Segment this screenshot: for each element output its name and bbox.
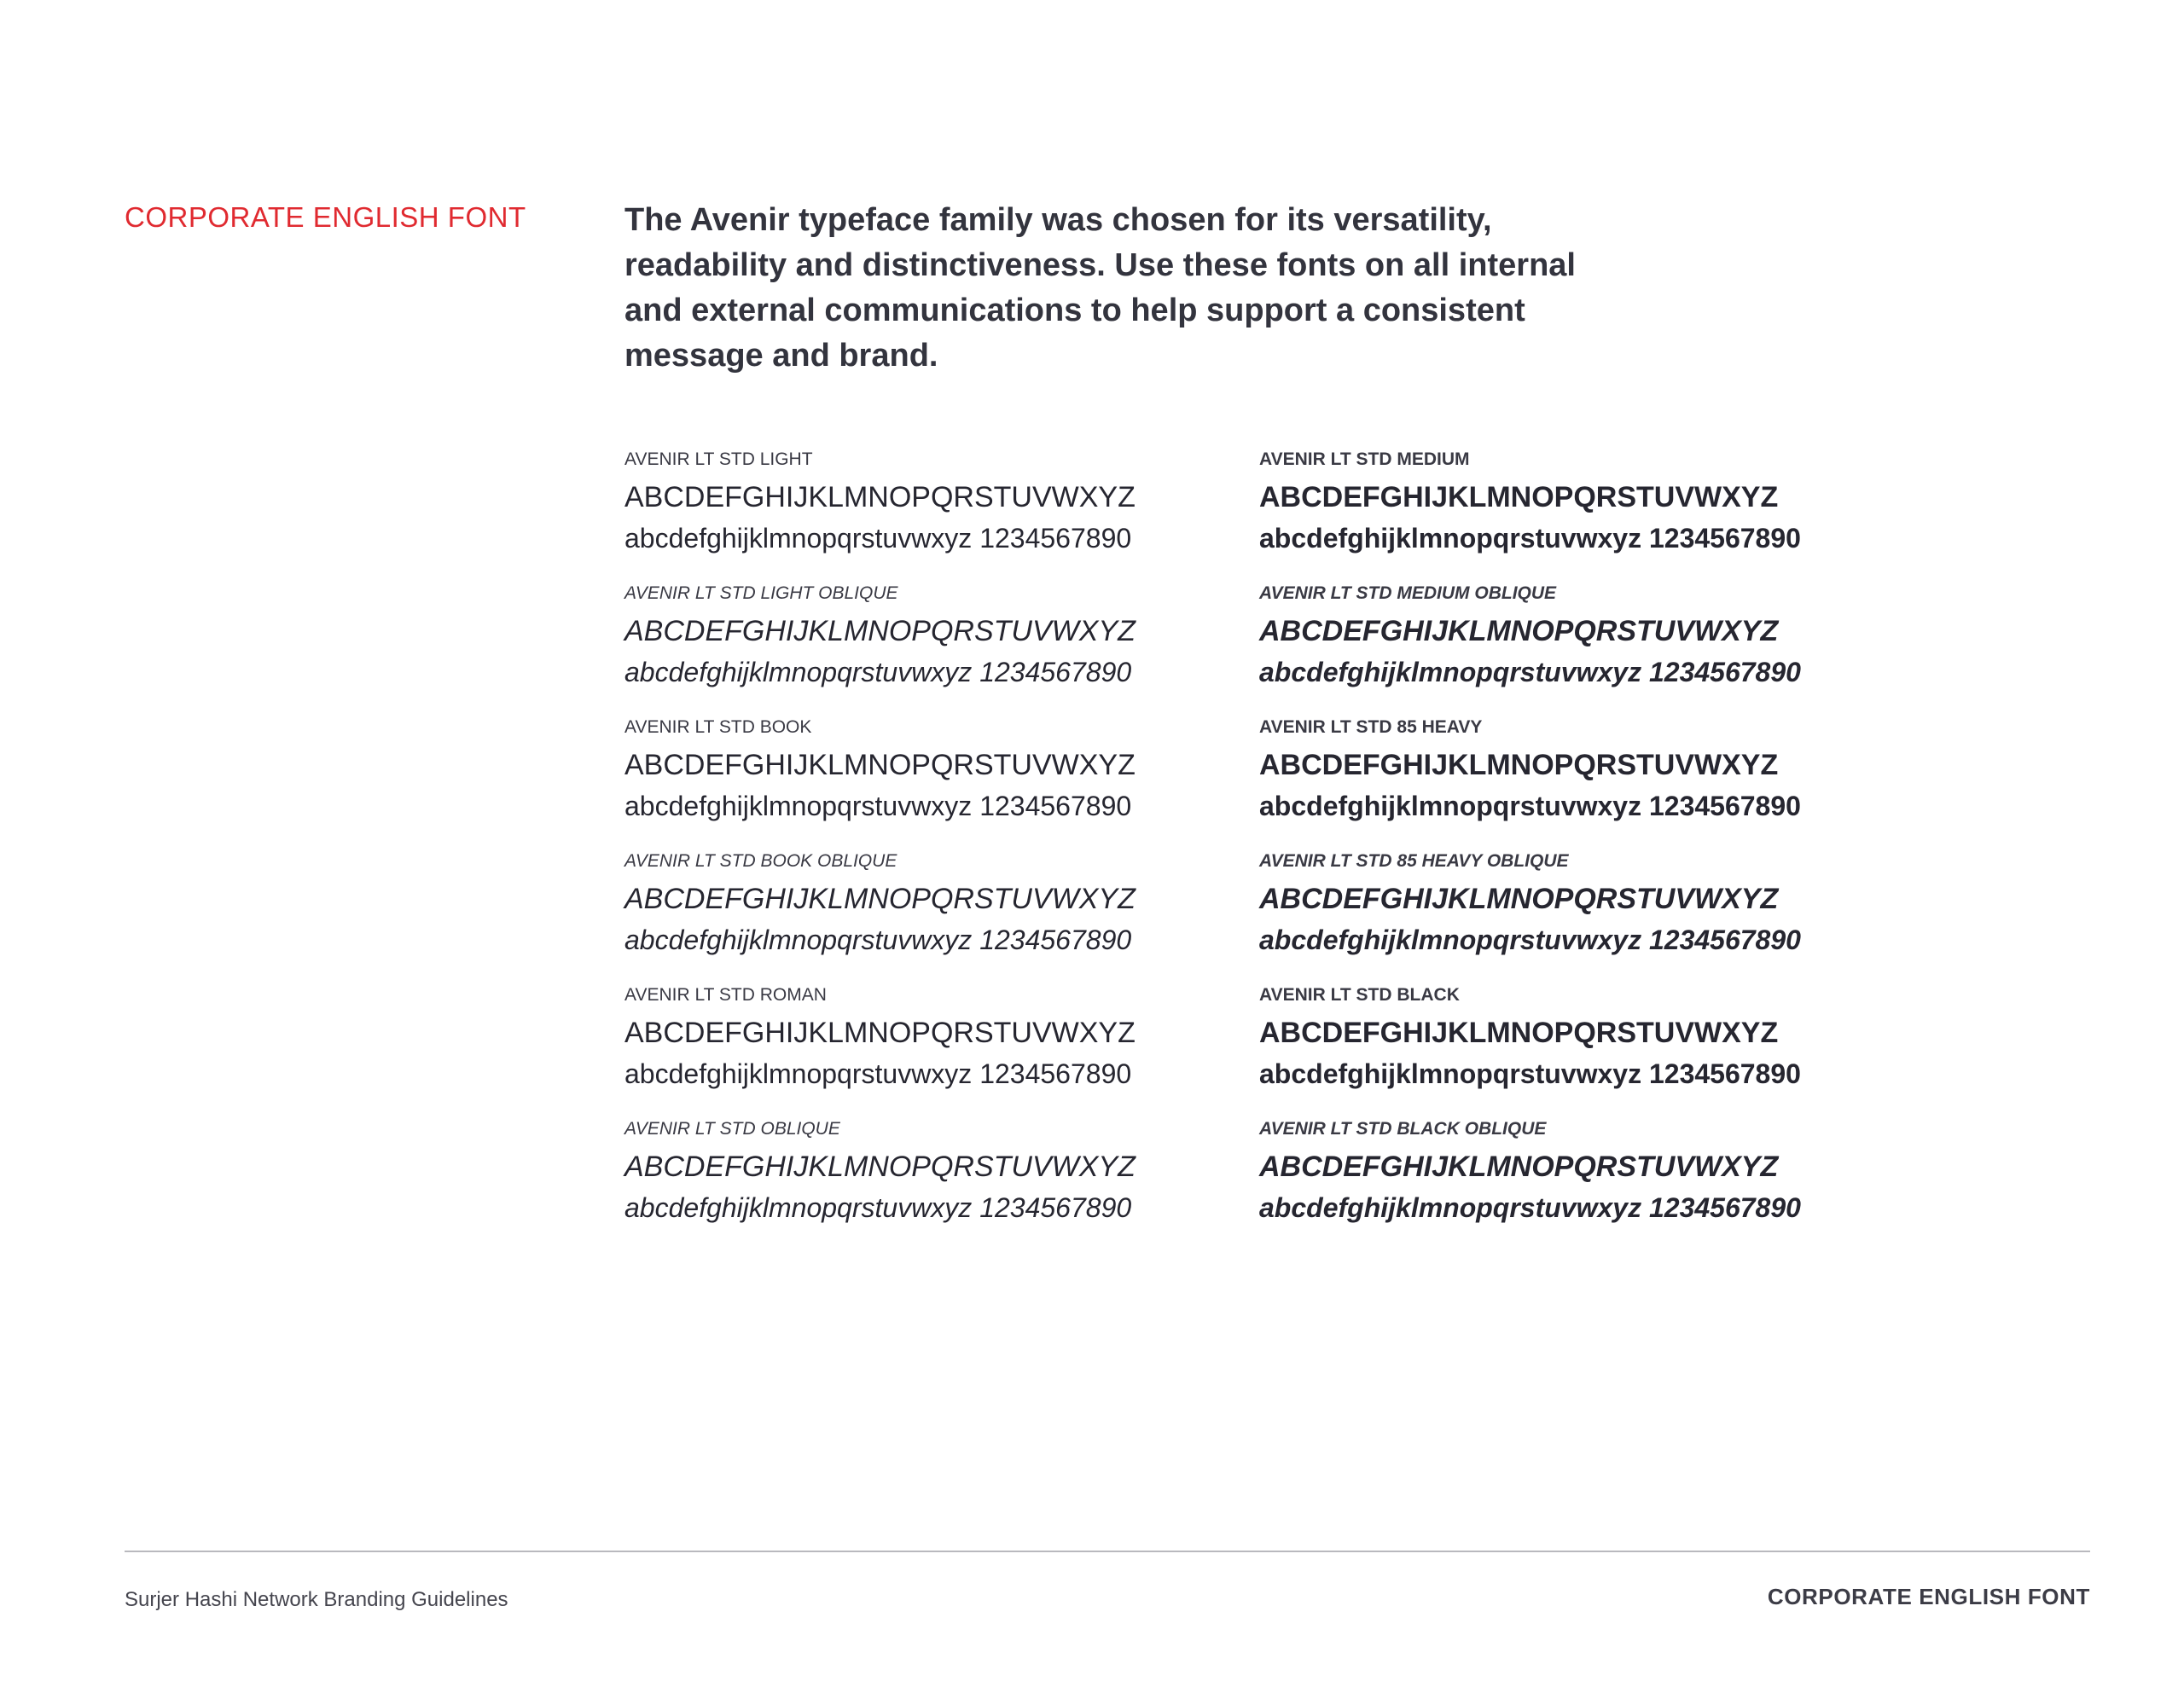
specimen-medium bbox=[1259, 449, 1959, 583]
specimen-lowercase: abcdefghijklmnopqrstuvwxyz 1234567890 bbox=[1259, 925, 1801, 955]
specimen-uppercase: ABCDEFGHIJKLMNOPQRSTUVWXYZ bbox=[624, 481, 1136, 513]
specimen-name: AVENIR LT STD LIGHT bbox=[624, 449, 813, 469]
specimen-heavy bbox=[1259, 716, 1959, 850]
specimen-black bbox=[1259, 984, 1959, 1118]
specimen-roman bbox=[624, 984, 1324, 1118]
specimen-column-left bbox=[624, 449, 1324, 1252]
specimen-name: AVENIR LT STD 85 HEAVY bbox=[1259, 717, 1483, 737]
specimen-uppercase: ABCDEFGHIJKLMNOPQRSTUVWXYZ bbox=[1259, 481, 1779, 513]
specimen-lowercase: abcdefghijklmnopqrstuvwxyz 1234567890 bbox=[624, 657, 1132, 687]
specimen-lowercase: abcdefghijklmnopqrstuvwxyz 1234567890 bbox=[624, 925, 1132, 955]
specimen-lowercase: abcdefghijklmnopqrstuvwxyz 1234567890 bbox=[1259, 1058, 1801, 1089]
specimen-black-oblique bbox=[1259, 1118, 1959, 1252]
intro-paragraph: The Avenir typeface family was chosen for its versatility, readability and distinctiveness. Use these fonts on all internal and external communications to help support a consistent message and brand. bbox=[624, 202, 1576, 374]
specimen-lowercase: abcdefghijklmnopqrstuvwxyz 1234567890 bbox=[1259, 1192, 1801, 1223]
specimen-uppercase: ABCDEFGHIJKLMNOPQRSTUVWXYZ bbox=[624, 749, 1136, 781]
specimen-light bbox=[624, 449, 1324, 583]
specimen-name: AVENIR LT STD BLACK bbox=[1259, 985, 1460, 1005]
specimen-uppercase: ABCDEFGHIJKLMNOPQRSTUVWXYZ bbox=[1259, 1017, 1779, 1049]
specimen-name: AVENIR LT STD OBLIQUE bbox=[624, 1119, 840, 1139]
specimen-oblique bbox=[624, 1118, 1324, 1252]
specimen-book bbox=[624, 716, 1324, 850]
specimen-uppercase: ABCDEFGHIJKLMNOPQRSTUVWXYZ bbox=[624, 883, 1136, 915]
specimen-name: AVENIR LT STD MEDIUM OBLIQUE bbox=[1259, 583, 1557, 603]
specimen-column-right bbox=[1259, 449, 1959, 1252]
specimen-uppercase: ABCDEFGHIJKLMNOPQRSTUVWXYZ bbox=[1259, 1151, 1779, 1183]
specimen-name: AVENIR LT STD LIGHT OBLIQUE bbox=[624, 583, 898, 603]
specimen-uppercase: ABCDEFGHIJKLMNOPQRSTUVWXYZ bbox=[624, 615, 1136, 647]
specimen-name: AVENIR LT STD BOOK bbox=[624, 717, 812, 737]
specimen-lowercase: abcdefghijklmnopqrstuvwxyz 1234567890 bbox=[624, 523, 1132, 554]
specimen-uppercase: ABCDEFGHIJKLMNOPQRSTUVWXYZ bbox=[624, 1151, 1136, 1183]
specimen-lowercase: abcdefghijklmnopqrstuvwxyz 1234567890 bbox=[624, 1058, 1132, 1089]
specimen-book-oblique bbox=[624, 850, 1324, 984]
specimen-name: AVENIR LT STD 85 HEAVY OBLIQUE bbox=[1259, 851, 1569, 871]
specimen-uppercase: ABCDEFGHIJKLMNOPQRSTUVWXYZ bbox=[1259, 615, 1779, 647]
specimen-uppercase: ABCDEFGHIJKLMNOPQRSTUVWXYZ bbox=[624, 1017, 1136, 1049]
specimen-lowercase: abcdefghijklmnopqrstuvwxyz 1234567890 bbox=[1259, 657, 1801, 687]
specimen-lowercase: abcdefghijklmnopqrstuvwxyz 1234567890 bbox=[1259, 523, 1801, 554]
specimen-light-oblique bbox=[624, 583, 1324, 716]
footer-document-title: Surjer Hashi Network Branding Guidelines bbox=[125, 1588, 508, 1611]
specimen-uppercase: ABCDEFGHIJKLMNOPQRSTUVWXYZ bbox=[1259, 883, 1779, 915]
specimen-lowercase: abcdefghijklmnopqrstuvwxyz 1234567890 bbox=[1259, 791, 1801, 821]
specimen-name: AVENIR LT STD BLACK OBLIQUE bbox=[1259, 1119, 1547, 1139]
specimen-name: AVENIR LT STD MEDIUM bbox=[1259, 449, 1470, 469]
specimen-heavy-oblique bbox=[1259, 850, 1959, 984]
footer-section-name: CORPORATE ENGLISH FONT bbox=[1767, 1584, 2090, 1609]
section-label: CORPORATE ENGLISH FONT bbox=[125, 201, 526, 233]
specimen-name: AVENIR LT STD ROMAN bbox=[624, 985, 827, 1005]
footer-divider bbox=[125, 1551, 2090, 1552]
specimen-name: AVENIR LT STD BOOK OBLIQUE bbox=[624, 851, 897, 871]
specimen-lowercase: abcdefghijklmnopqrstuvwxyz 1234567890 bbox=[624, 1192, 1132, 1223]
specimen-medium-oblique bbox=[1259, 583, 1959, 716]
specimen-uppercase: ABCDEFGHIJKLMNOPQRSTUVWXYZ bbox=[1259, 749, 1779, 781]
specimen-lowercase: abcdefghijklmnopqrstuvwxyz 1234567890 bbox=[624, 791, 1132, 821]
